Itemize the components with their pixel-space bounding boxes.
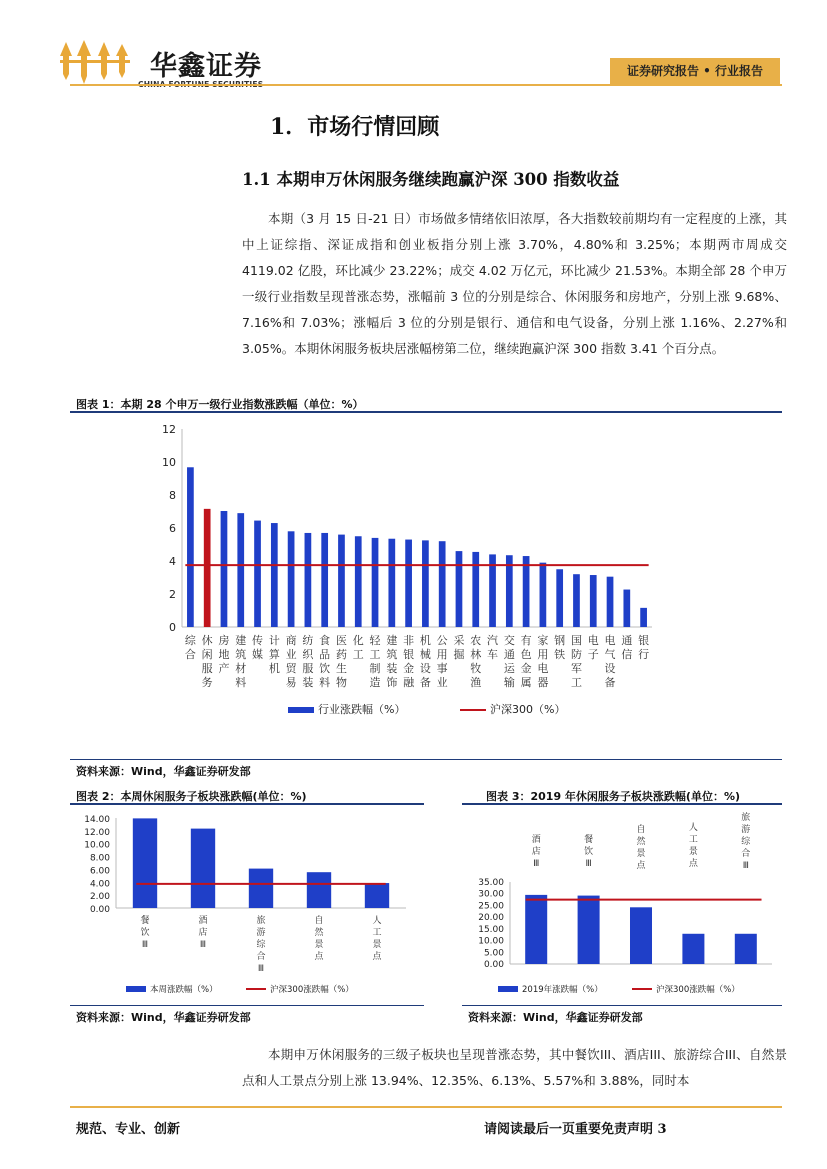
x-category-label: 自然景点 <box>636 825 646 871</box>
bar <box>133 818 157 908</box>
bar <box>590 575 597 627</box>
y-tick-label: 10.00 <box>84 840 110 851</box>
y-tick-label: 12 <box>162 423 176 436</box>
x-category-label: 建筑材料 <box>235 634 247 689</box>
x-category-label: 医药生物 <box>335 634 347 689</box>
y-tick-label: 20.00 <box>478 913 504 924</box>
bar <box>204 509 211 627</box>
y-tick-label: 0.00 <box>89 905 110 915</box>
subsection-title: 1.1 本期申万休闲服务继续跑赢沪深 300 指数收益 <box>242 170 620 189</box>
x-category-label: 计算机 <box>268 634 280 675</box>
legend-label: 沪深300涨跌幅（%） <box>270 985 354 995</box>
y-tick-label: 2 <box>169 588 176 601</box>
company-logo-icon <box>60 40 138 88</box>
x-category-label: 餐饮 Ⅲ <box>584 835 594 869</box>
bar <box>221 511 228 627</box>
header-divider <box>70 84 782 86</box>
x-category-label: 酒店 Ⅲ <box>531 835 541 869</box>
bar <box>271 523 278 627</box>
x-category-label: 房地产 <box>218 634 230 675</box>
bar <box>338 535 345 627</box>
figure2-source: 资料来源：Wind，华鑫证券研发部 <box>76 1011 251 1024</box>
bar <box>288 531 295 627</box>
subsector-paragraph: 本期申万休闲服务的三级子板块也呈现普涨态势，其中餐饮III、酒店III、旅游综合III、自然景点和人工景点分别上涨 13.94%、12.35%、6.13%、5.57%和 3.88%，同时本 <box>242 1047 787 1088</box>
bar <box>321 533 328 627</box>
figure3-bottom-rule <box>462 1005 782 1006</box>
y-tick-label: 0.00 <box>483 960 504 970</box>
x-category-label: 综合 <box>184 634 196 661</box>
x-category-label: 农林牧渔 <box>470 634 482 689</box>
y-tick-label: 6.00 <box>89 866 110 877</box>
bar <box>735 934 757 964</box>
bar <box>607 577 614 627</box>
bar <box>578 896 600 964</box>
bar <box>573 574 580 627</box>
y-tick-label: 4.00 <box>89 879 110 890</box>
bar <box>422 540 429 627</box>
x-category-label: 汽车 <box>487 634 499 661</box>
bar <box>254 521 261 627</box>
bar <box>187 467 194 627</box>
x-category-label: 轻工制造 <box>369 634 381 689</box>
legend-bar-swatch <box>498 986 518 992</box>
legend-label: 沪深300（%） <box>490 703 566 716</box>
x-category-label: 人工景点 <box>688 823 698 869</box>
x-category-label: 商业贸易 <box>285 634 297 689</box>
figure1-top-rule <box>70 411 782 413</box>
x-category-label: 有色金属 <box>520 634 532 689</box>
y-tick-label: 5.00 <box>483 948 504 959</box>
x-category-label: 化工 <box>352 634 364 661</box>
x-category-label: 电气设备 <box>604 634 616 689</box>
x-category-label: 休闲服务 <box>201 634 213 689</box>
bar <box>372 538 379 627</box>
x-category-label: 建筑装饰 <box>386 634 398 689</box>
bar <box>305 533 312 627</box>
bar <box>249 869 273 908</box>
legend-label: 行业涨跌幅（%） <box>318 703 406 716</box>
y-tick-label: 8.00 <box>89 853 110 864</box>
x-category-label: 钢铁 <box>554 634 566 661</box>
section-title: 1．市场行情回顾 <box>270 114 440 140</box>
x-category-label: 公用事业 <box>436 634 448 689</box>
x-category-label: 银行 <box>638 634 650 661</box>
y-tick-label: 12.00 <box>84 827 110 838</box>
footer-divider <box>70 1106 782 1108</box>
figure2-title: 图表 2：本周休闲服务子板块涨跌幅(单位：%) <box>76 790 307 803</box>
x-category-label: 非银金融 <box>403 634 415 689</box>
bar <box>456 551 463 627</box>
bar <box>540 563 547 627</box>
x-category-label: 交通运输 <box>503 634 515 689</box>
bar <box>439 541 446 627</box>
footer-slogan: 规范、专业、创新 <box>76 1122 181 1137</box>
bar <box>525 895 547 964</box>
report-type-tag: 证券研究报告 • 行业报告 <box>610 58 780 84</box>
legend-bar-swatch <box>288 707 314 713</box>
x-category-label: 酒店 Ⅲ <box>198 916 208 950</box>
y-tick-label: 6 <box>169 522 176 535</box>
figure3-chart <box>462 806 782 1001</box>
y-tick-label: 10 <box>162 456 176 469</box>
y-tick-label: 2.00 <box>89 892 110 903</box>
y-tick-label: 8 <box>169 489 176 502</box>
x-category-label: 电子 <box>587 634 599 661</box>
bar <box>237 513 244 627</box>
bar <box>191 829 215 908</box>
x-category-label: 通信 <box>621 634 633 661</box>
legend-label: 本周涨跌幅（%） <box>150 985 218 995</box>
x-category-label: 自然景点 <box>314 916 324 962</box>
y-tick-label: 4 <box>169 555 176 568</box>
figure2-chart <box>70 806 424 1001</box>
y-tick-label: 14.00 <box>84 815 110 825</box>
legend-label: 2019年涨跌幅（%） <box>522 985 603 995</box>
bar <box>630 907 652 964</box>
figure2-top-rule <box>70 803 424 805</box>
x-category-label: 采掘 <box>453 634 465 661</box>
footer-disclaimer-note: 请阅读最后一页重要免责声明 3 <box>484 1122 667 1137</box>
y-tick-label: 35.00 <box>478 878 504 888</box>
figure2-bottom-rule <box>70 1005 424 1006</box>
y-tick-label: 30.00 <box>478 889 504 900</box>
bar <box>640 608 647 627</box>
x-category-label: 机械设备 <box>419 634 431 689</box>
bar <box>682 934 704 964</box>
y-tick-label: 25.00 <box>478 901 504 912</box>
legend-bar-swatch <box>126 986 146 992</box>
y-tick-label: 0 <box>169 621 176 634</box>
x-category-label: 国防军工 <box>570 634 582 689</box>
bar <box>623 590 630 627</box>
y-tick-label: 10.00 <box>478 936 504 947</box>
figure3-top-rule <box>462 803 782 805</box>
x-category-label: 旅游综合 Ⅲ <box>741 813 751 871</box>
bar <box>556 569 563 627</box>
figure1-source: 资料来源：Wind，华鑫证券研发部 <box>76 765 251 778</box>
figure1-bottom-rule <box>70 759 782 760</box>
x-category-label: 餐饮 Ⅲ <box>140 916 150 950</box>
bar <box>523 556 530 627</box>
legend-label: 沪深300涨跌幅（%） <box>656 985 740 995</box>
figure3-title: 图表 3：2019 年休闲服务子板块涨跌幅(单位：%) <box>486 790 741 803</box>
x-category-label: 旅游综合 Ⅲ <box>256 916 266 974</box>
bar <box>472 552 479 627</box>
figure1-chart <box>70 415 782 720</box>
bar <box>388 539 395 627</box>
bar <box>405 540 412 627</box>
bar <box>355 536 362 627</box>
y-tick-label: 15.00 <box>478 924 504 935</box>
x-category-label: 食品饮料 <box>319 634 331 689</box>
figure1-title: 图表 1：本期 28 个申万一级行业指数涨跌幅（单位：%） <box>76 398 364 411</box>
figure3-source: 资料来源：Wind，华鑫证券研发部 <box>468 1011 643 1024</box>
x-category-label: 纺织服装 <box>302 634 314 689</box>
x-category-label: 传媒 <box>252 634 264 661</box>
x-category-label: 家用电器 <box>537 634 549 689</box>
bar <box>307 872 331 908</box>
logo-text: 华鑫证券 <box>150 51 262 82</box>
x-category-label: 人工景点 <box>372 916 382 962</box>
bar <box>365 883 389 908</box>
intro-paragraph: 本期（3 月 15 日-21 日）市场做多情绪依旧浓厚，各大指数较前期均有一定程度的上涨，其中上证综指、深证成指和创业板指分别上涨 3.70%，4.80%和 3.25%；本期两市周成交 4119.02 亿股，环比减少 23.22%；成交 4.02 万亿元，环比减少 21.53%。本期全部 28 个申万一级行业指数呈现普涨态势，涨幅前 3 位的分别是综合、休闲服务和房地产，分别上涨 9.68%、7.16%和 7.03%；涨幅后 3 位的分别是银行、通信和电气设备，分别上涨 1.16%、2.27%和 3.05%。本期休闲服务板块居涨幅榜第二位，继续跑赢沪深 300 指数 3.41 个百分点。 <box>242 211 787 356</box>
